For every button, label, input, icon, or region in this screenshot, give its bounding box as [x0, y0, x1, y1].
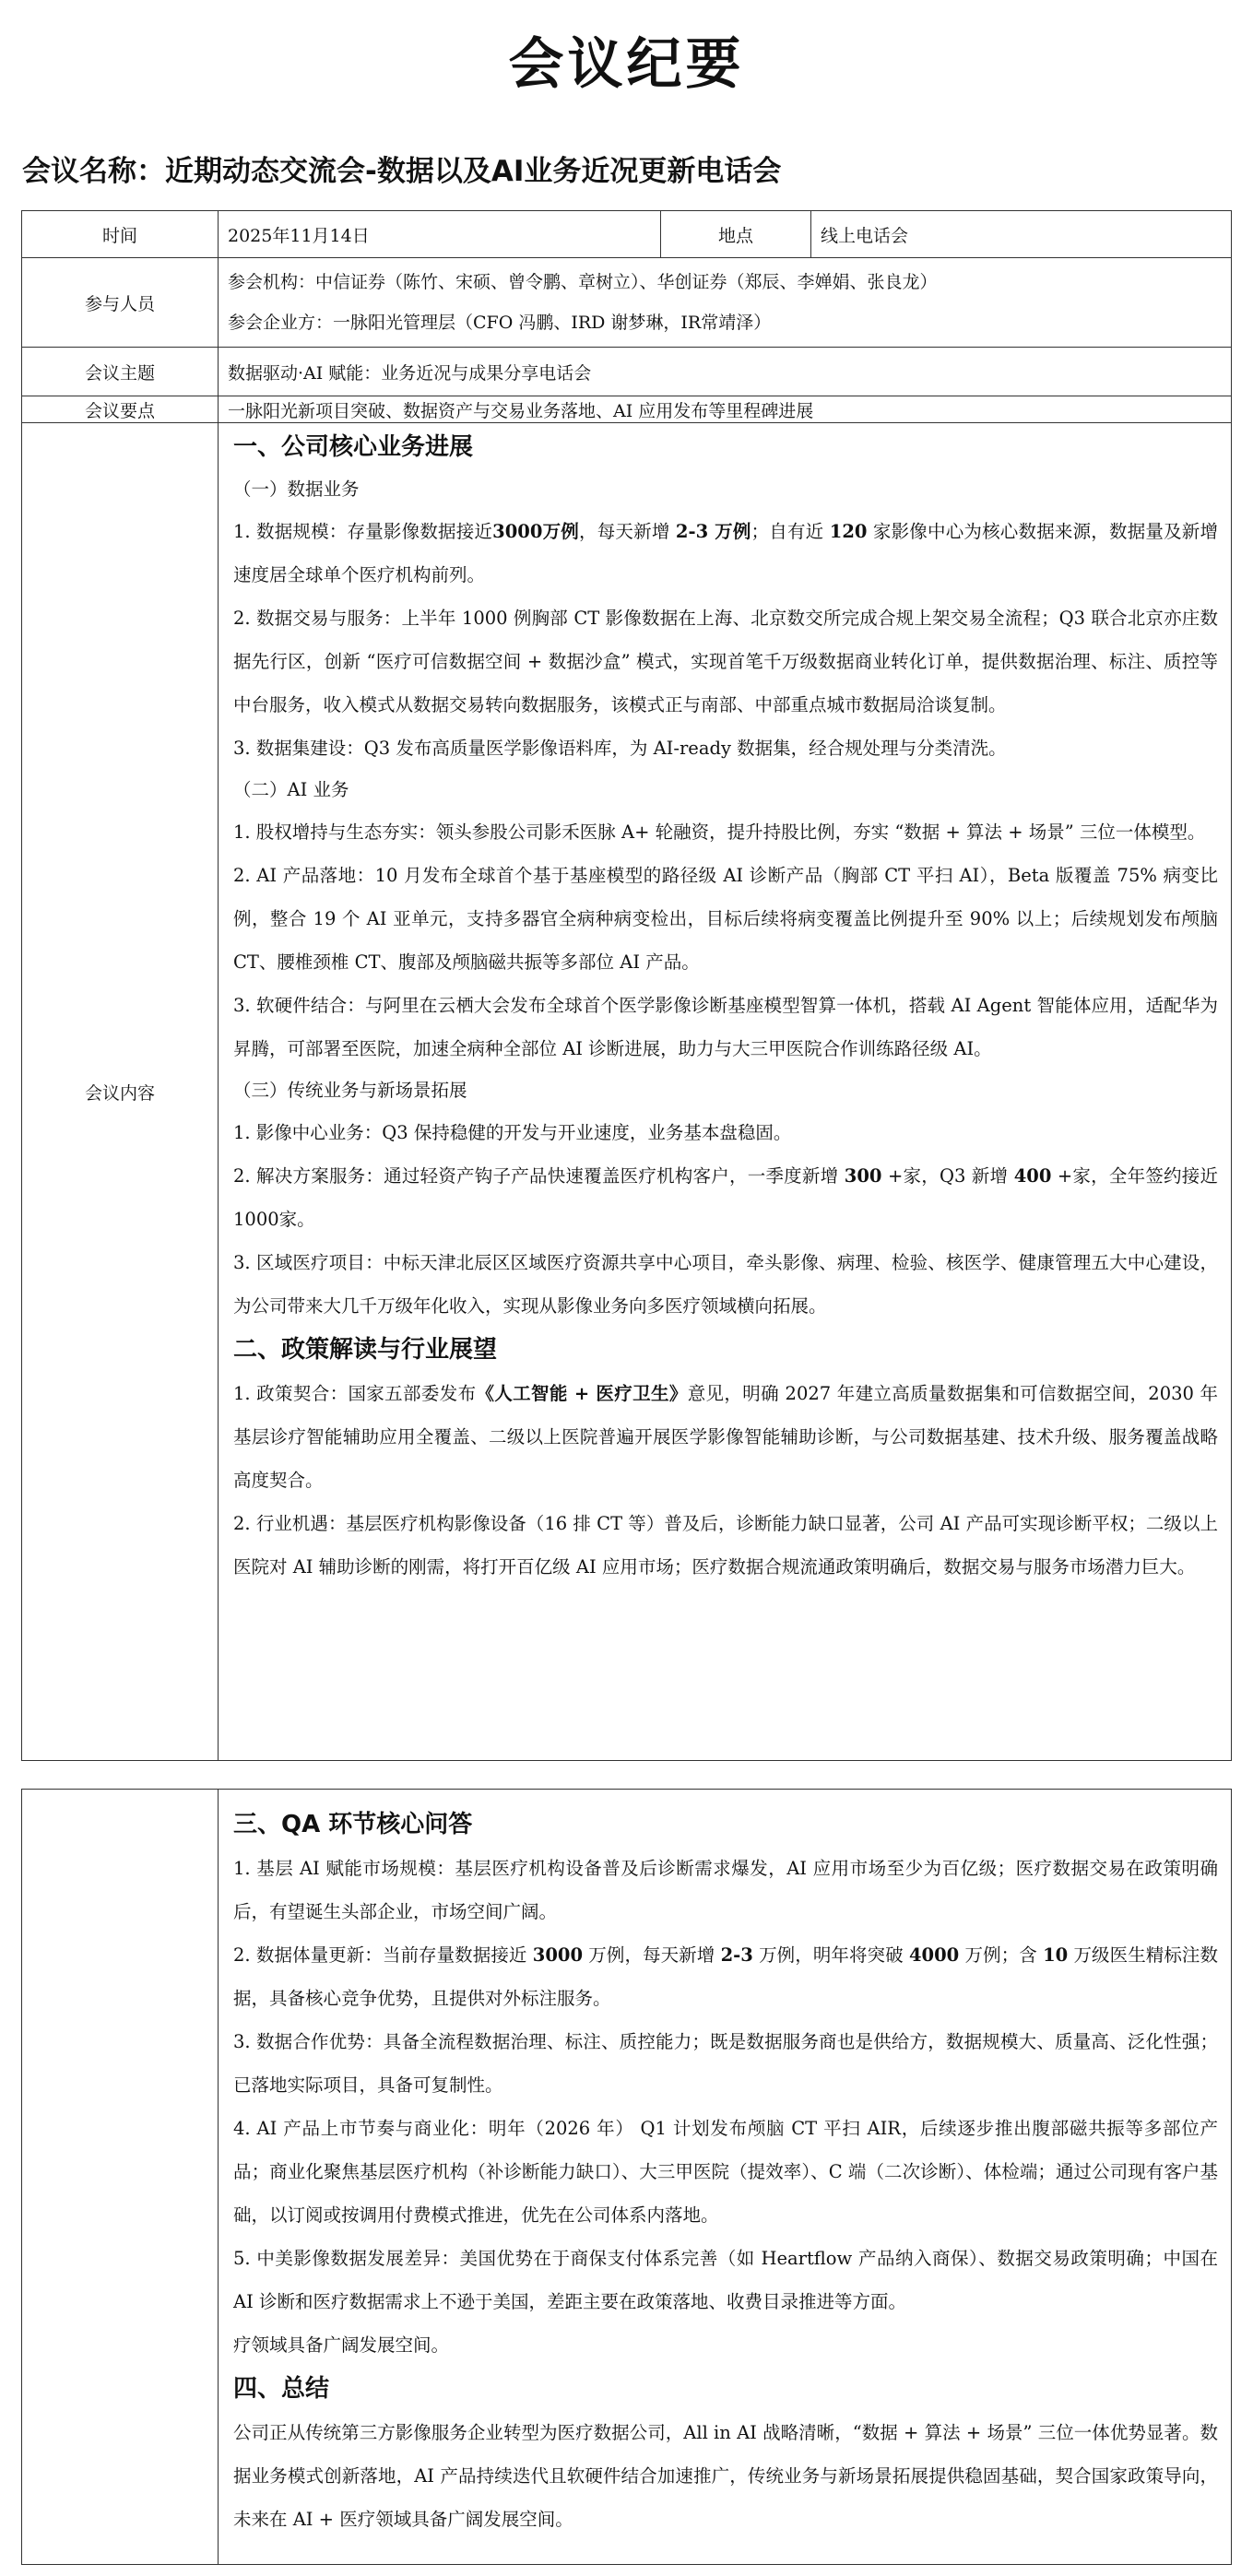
text-segment: 万例，明年将突破	[752, 1944, 909, 1966]
row-content	[22, 423, 1232, 1761]
subsection-heading	[233, 770, 1218, 810]
theme-label: 会议主题	[22, 348, 219, 396]
paragraph	[233, 984, 1218, 1070]
content-part-2	[228, 1790, 1222, 2541]
text-segment: 三、QA 环节核心问答	[233, 1811, 473, 1838]
text-segment: （一）数据业务	[233, 479, 360, 500]
text-segment: 1. 政策契合：国家五部委发布	[233, 1383, 477, 1404]
paragraph	[233, 1111, 1218, 1154]
text-segment: 四、总结	[233, 2375, 330, 2403]
bold-text: 《人工智能 + 医疗卫生》	[476, 1383, 688, 1404]
section-heading	[233, 1802, 1218, 1847]
bold-text: 300	[844, 1165, 882, 1187]
participants-value	[219, 258, 1232, 348]
content-cell	[219, 423, 1232, 1761]
text-segment: 家影像中心为核心数据来源，数据量及新增速度居全球单个医疗机构前列。	[233, 521, 1219, 585]
paragraph	[233, 1241, 1218, 1328]
text-segment: 2. 数据交易与服务：上半年 1000 例胸部 CT 影像数据在上海、北京数交所完成合规上架交易全流程；Q3 联合北京亦庄数据先行区，创新 “医疗可信数据空间 + 数据沙盒” 模式，实现首笔千万级数据商业转化订单，提供数据治理、标注、质控等中台服务，收入模式从数据交易转向数据服务，该模式正与南部、中部重点城市数据局洽谈复制。	[233, 608, 1218, 715]
text-segment: +家，Q3 新增	[881, 1165, 1014, 1187]
text-segment: ，每天新增	[579, 521, 676, 542]
text-segment: 4. AI 产品上市节奏与商业化：明年（2026 年） Q1 计划发布颅脑 CT 平扫 AIR，后续逐步推出腹部磁共振等多部位产品；商业化聚焦基层医疗机构（补诊断能力缺口）、大三甲医院（提效率）、C 端（二次诊断）、体检端；通过公司现有客户基础，以订阅或按调用付费模式推进，优先在公司体系内落地。	[233, 2118, 1218, 2226]
document-title: 会议纪要	[508, 32, 745, 97]
row-time	[22, 211, 1232, 258]
text-segment: 2. 数据体量更新：当前存量数据接近	[233, 1944, 533, 1966]
text-segment: 2. AI 产品落地：10 月发布全球首个基于基座模型的路径级 AI 诊断产品（胸部 CT 平扫 AI），Beta 版覆盖 75% 病变比例，整合 19 个 AI 亚单元，支持多器官全病种病变检出，目标后续将病变覆盖比例提升至 90% 以上；后续规划发布颅脑 CT、腰椎颈椎 CT、腹部及颅脑磁共振等多部位 AI 产品。	[233, 865, 1218, 973]
bold-text: 4000	[908, 1944, 960, 1966]
bold-text: 10	[1043, 1944, 1069, 1966]
bold-text: 2-3	[720, 1944, 753, 1966]
participants-label: 参与人员	[22, 258, 219, 348]
text-segment: 5. 中美影像数据发展差异：美国优势在于商保支付体系完善（如 Heartflow 产品纳入商保）、数据交易政策明确；中国在 AI 诊断和医疗数据需求上不逊于美国，差距主要在政策落地、收费目录推进等方面。	[233, 2248, 1218, 2312]
text-segment: 意见，明确 2027 年建立高质量数据集和可信数据空间，2030 年基层诊疗智能辅助应用全覆盖、二级以上医院普遍开展医学影像智能辅助诊断，与公司数据基建、技术升级、服务覆盖战略高度契合。	[233, 1383, 1218, 1491]
paragraph	[233, 510, 1218, 597]
paragraph	[233, 1372, 1218, 1502]
text-segment: 3. 数据合作优势：具备全流程数据治理、标注、质控能力；既是数据服务商也是供给方，数据规模大、质量高、泛化性强；已落地实际项目，具备可复制性。	[233, 2031, 1218, 2096]
paragraph	[233, 727, 1218, 770]
text-segment: ；自有近	[751, 521, 830, 542]
participating-company: 参会企业方：一脉阳光管理层（CFO 冯鹏、IRD 谢梦琳，IR常靖泽）	[228, 313, 772, 333]
time-label: 时间	[22, 211, 219, 258]
text-segment: 公司正从传统第三方影像服务企业转型为医疗数据公司，All in AI 战略清晰，“数据 + 算法 + 场景” 三位一体优势显著。数据业务模式创新落地，AI 产品持续迭代且软硬件结合加速推广，传统业务与新场景拓展提供稳固基础，契合国家政策导向，未来在 AI + 医疗领域具备广阔发展空间。	[233, 2422, 1218, 2530]
text-segment: 二、政策解读与行业展望	[233, 1336, 498, 1364]
key-points-label: 会议要点	[22, 396, 219, 423]
text-segment: 3. 区域医疗项目：中标天津北辰区区域医疗资源共享中心项目，牵头影像、病理、检验、核医学、健康管理五大中心建设，为公司带来大几千万级年化收入，实现从影像业务向多医疗领域横向拓展。	[233, 1252, 1218, 1317]
paragraph	[233, 2107, 1218, 2237]
text-segment: 万例；含	[959, 1944, 1044, 1966]
paragraph	[233, 1502, 1218, 1589]
text-segment: +家，全年签约接近1000家。	[233, 1165, 1219, 1230]
paragraph	[233, 1933, 1218, 2020]
bold-text: 3000	[532, 1944, 584, 1966]
subsection-heading	[233, 1070, 1218, 1111]
text-segment: 一、公司核心业务进展	[233, 433, 474, 461]
content-cell-continued	[219, 1790, 1232, 2565]
section-heading	[233, 1328, 1218, 1372]
content-part-1	[228, 423, 1222, 1589]
text-segment: 1. 股权增持与生态夯实：领头参股公司影禾医脉 A+ 轮融资，提升持股比例，夯实 “数据 + 算法 + 场景” 三位一体模型。	[233, 821, 1206, 843]
theme-value: 数据驱动·AI 赋能：业务近况与成果分享电话会	[219, 348, 1232, 396]
place-value: 线上电话会	[811, 211, 1232, 258]
participating-institutions: 参会机构：中信证券（陈竹、宋硕、曾令鹏、章树立）、华创证券（郑辰、李婵娟、张良龙）	[228, 272, 938, 292]
bold-text: 3000万例	[492, 521, 580, 542]
text-segment: 疗领域具备广阔发展空间。	[233, 2334, 450, 2356]
row-theme	[22, 348, 1232, 396]
section-heading	[233, 2367, 1218, 2411]
paragraph	[233, 854, 1218, 984]
section-heading	[233, 425, 1218, 469]
text-segment: （三）传统业务与新场景拓展	[233, 1080, 467, 1101]
meeting-info-table	[21, 210, 1232, 1761]
text-segment: （二）AI 业务	[233, 779, 349, 800]
paragraph	[233, 1154, 1218, 1241]
text-segment: 1. 影像中心业务：Q3 保持稳健的开发与开业速度，业务基本盘稳固。	[233, 1122, 792, 1143]
text-segment: 3. 软硬件结合：与阿里在云栖大会发布全球首个医学影像诊断基座模型智算一体机，搭载 AI Agent 智能体应用，适配华为昇腾，可部署至医院，加速全病种全部位 AI 诊断进展，助力与大三甲医院合作训练路径级 AI。	[233, 995, 1218, 1059]
text-segment: 万级医生精标注数据，具备核心竞争优势，且提供对外标注服务。	[233, 1944, 1218, 2009]
text-segment: 万例，每天新增	[583, 1944, 721, 1966]
content-label: 会议内容	[22, 423, 219, 1761]
text-segment: 2. 解决方案服务：通过轻资产钩子产品快速覆盖医疗机构客户，一季度新增	[233, 1165, 845, 1187]
paragraph	[233, 2237, 1218, 2323]
row-participants	[22, 258, 1232, 348]
bold-text: 400	[1013, 1165, 1052, 1187]
bold-text: 120	[829, 521, 868, 542]
subsection-heading	[233, 469, 1218, 510]
row-content-continued	[22, 1790, 1232, 2565]
time-value: 2025年11月14日	[219, 211, 661, 258]
text-segment: 2. 行业机遇：基层医疗机构影像设备（16 排 CT 等）普及后，诊断能力缺口显著，公司 AI 产品可实现诊断平权；二级以上医院对 AI 辅助诊断的刚需，将打开百亿级 AI 应用市场；医疗数据合规流通政策明确后，数据交易与服务市场潜力巨大。	[233, 1513, 1218, 1578]
text-segment: 3. 数据集建设：Q3 发布高质量医学影像语料库，为 AI-ready 数据集，经合规处理与分类清洗。	[233, 738, 1007, 759]
text-segment: 1. 数据规模：存量影像数据接近	[233, 521, 493, 542]
meeting-name: 会议名称：近期动态交流会-数据以及AI业务近况更新电话会	[22, 155, 782, 188]
paragraph	[233, 597, 1218, 727]
key-points-value: 一脉阳光新项目突破、数据资产与交易业务落地、AI 应用发布等里程碑进展	[219, 396, 1232, 423]
place-label: 地点	[661, 211, 811, 258]
paragraph	[233, 2411, 1218, 2541]
row-key-points	[22, 396, 1232, 423]
meeting-content-table-continued	[21, 1789, 1232, 2565]
paragraph	[233, 810, 1218, 854]
text-segment: 1. 基层 AI 赋能市场规模：基层医疗机构设备普及后诊断需求爆发，AI 应用市场至少为百亿级；医疗数据交易在政策明确后，有望诞生头部企业，市场空间广阔。	[233, 1858, 1218, 1922]
blank-label-cell	[22, 1790, 219, 2565]
bold-text: 2-3 万例	[675, 521, 751, 542]
paragraph	[233, 2020, 1218, 2107]
paragraph	[233, 2323, 1218, 2367]
paragraph	[233, 1847, 1218, 1933]
